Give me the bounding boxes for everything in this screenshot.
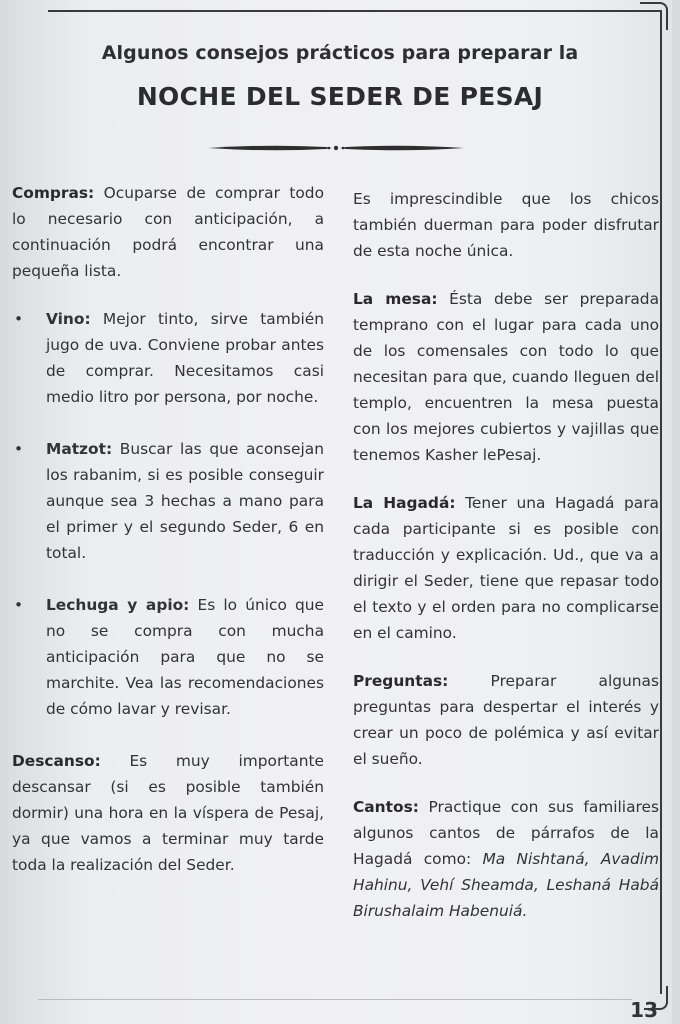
mesa-text: Ésta debe ser preparada temprano con el lugar para cada uno de los comensales con todo lo que necesitan para que, cuando lleguen del templo, encuentren la mesa puesta con los mejores cubiertos y vajillas que tenemos Kasher lePesaj. [353, 290, 659, 464]
matzot-label: Matzot: [46, 440, 113, 458]
cantos-paragraph [353, 794, 659, 924]
preguntas-text: Preparar algunas preguntas para despertar el interés y crear un poco de polémica y así evitar el sueño. [353, 672, 659, 768]
page-title: NOCHE DEL SEDER DE PESAJ [136, 82, 544, 111]
preguntas-label: Preguntas: [353, 672, 449, 690]
list-item-matzot [12, 436, 324, 566]
bullet-icon: • [14, 440, 24, 458]
compras-paragraph [12, 180, 324, 284]
book-page [8, 0, 672, 1024]
frame-bottom-line [38, 999, 632, 1000]
intro-paragraph: Es imprescindible que los chicos también duerman para poder disfrutar de esta noche única. [353, 190, 659, 260]
compras-label: Compras: [12, 184, 95, 202]
page-number: 13 [630, 998, 658, 1022]
descanso-label: Descanso: [12, 752, 101, 770]
mesa-paragraph [353, 286, 659, 468]
mesa-label: La mesa: [353, 290, 438, 308]
vino-text: Mejor tinto, sirve también jugo de uva. Conviene probar antes de comprar. Necesitamos casi medio litro por persona, por noche. [46, 310, 324, 406]
bullet-icon: • [14, 596, 24, 614]
cantos-label: Cantos: [353, 798, 419, 816]
page-subtitle: Algunos consejos prácticos para preparar la [101, 42, 579, 64]
frame-right-border [660, 10, 662, 994]
hagada-label: La Hagadá: [353, 494, 456, 512]
list-item-vino [12, 306, 324, 410]
lechuga-label: Lechuga y apio: [46, 596, 190, 614]
matzot-text: Buscar las que aconsejan los rabanim, si es posible conseguir aunque sea 3 hechas a mano para el primer y el segundo Seder, 6 en total. [46, 440, 324, 562]
frame-corner-ornament [640, 2, 668, 30]
preguntas-paragraph [353, 668, 659, 772]
hagada-paragraph [353, 490, 659, 646]
frame-top-border [48, 10, 662, 12]
list-item-lechuga [12, 592, 324, 722]
cantos-italic-text: Ma Nishtaná, Avadim Hahinu, Vehí Sheamda, Leshaná Habá Birushalaim Habenuiá. [353, 850, 659, 920]
descanso-text: Es muy importante descansar (si es posible también dormir) una hora en la víspera de Pesaj, ya que vamos a terminar muy tarde toda la realización del Seder. [12, 752, 324, 874]
left-column [12, 180, 324, 900]
vino-label: Vino: [46, 310, 91, 328]
bullet-icon: • [14, 310, 24, 328]
hagada-text: Tener una Hagadá para cada participante si es posible con traducción y explicación. Ud., que va a dirigir el Seder, tiene que repasar todo el texto y el orden para no complicarse en el camino. [353, 494, 659, 642]
lechuga-text: Es lo único que no se compra con mucha anticipación para que no se marchite. Vea las recomendaciones de cómo lavar y revisar. [46, 596, 324, 718]
right-column [353, 186, 659, 946]
cantos-text: Practique con sus familiares algunos cantos de párrafos de la Hagadá como: [353, 798, 659, 868]
compras-text: Ocuparse de comprar todo lo necesario con anticipación, a continuación podrá encontrar una pequeña lista. [12, 184, 324, 280]
descanso-paragraph [12, 748, 324, 878]
ornamental-divider [208, 142, 464, 154]
